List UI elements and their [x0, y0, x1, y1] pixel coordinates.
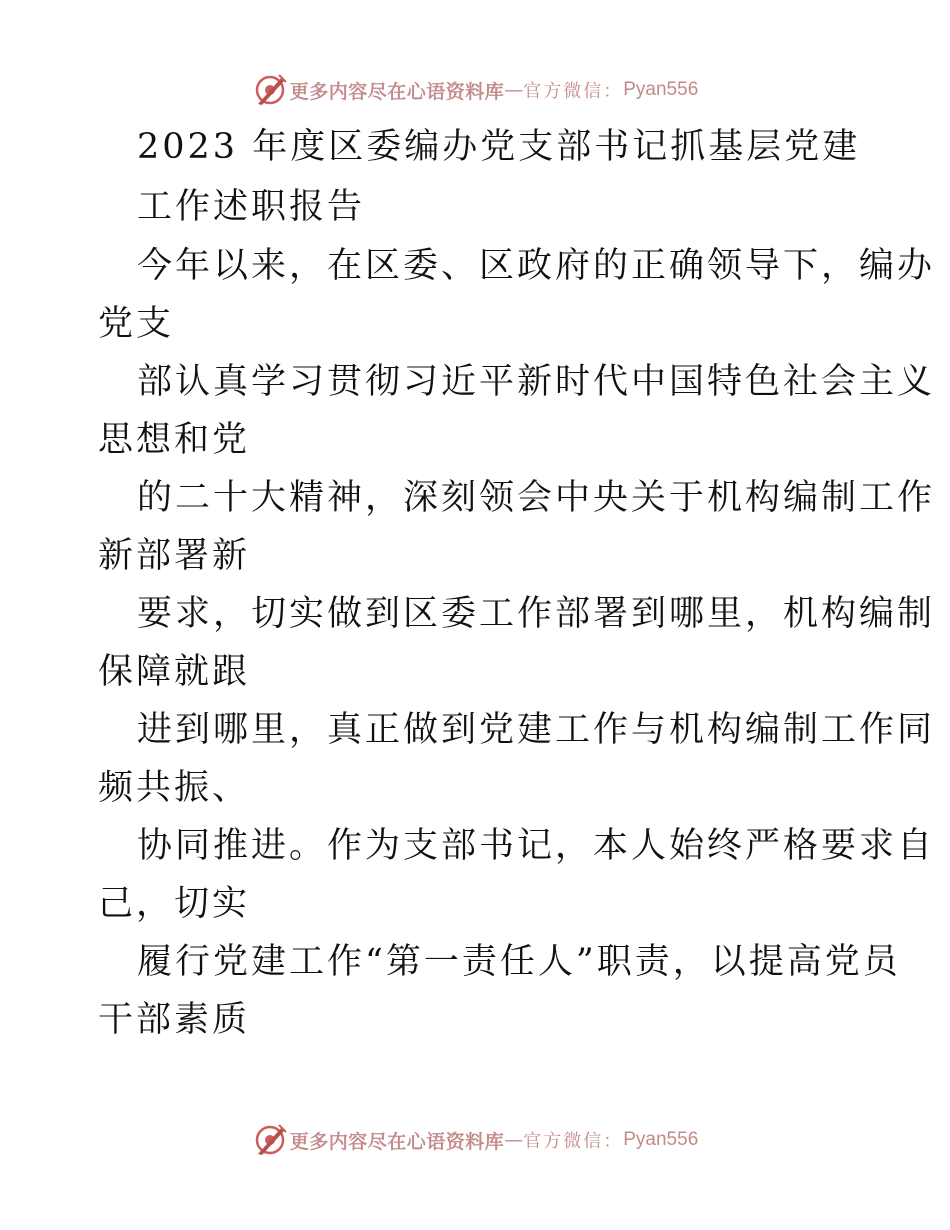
paragraph-line: 的二十大精神，深刻领会中央关于机构编制工作 [137, 478, 936, 518]
paragraph-line: 部认真学习贯彻习近平新时代中国特色社会主义 [137, 362, 936, 402]
paragraph-line: 己，切实 [98, 884, 251, 924]
watermark-id: Pyan556 [623, 79, 699, 100]
watermark-text: 更多内容尽在心语资料库 [289, 80, 505, 103]
paragraph-line: 进到哪里，真正做到党建工作与机构编制工作同 [137, 710, 936, 750]
quill-pen-logo-icon [252, 72, 288, 108]
footer-watermark [0, 1120, 950, 1160]
paragraph-line: 要求，切实做到区委工作部署到哪里，机构编制 [137, 594, 936, 634]
paragraph-line: 保障就跟 [98, 652, 251, 692]
document-title-line-1: 2023 年度区委编办党支部书记抓基层党建 [137, 127, 861, 167]
paragraph-line: 履行党建工作“第一责任人”职责，以提高党员 [137, 942, 901, 982]
watermark-label: 官方微信： [523, 81, 624, 102]
paragraph-line: 党支 [98, 304, 175, 344]
quill-pen-logo-icon [252, 1122, 288, 1158]
watermark-id: Pyan556 [623, 1129, 699, 1150]
watermark-separator: — [504, 79, 524, 101]
document-title-line-2: 工作述职报告 [137, 187, 366, 227]
paragraph-line: 新部署新 [98, 536, 251, 576]
paragraph-line: 频共振、 [98, 768, 251, 808]
watermark-separator: — [504, 1129, 524, 1151]
paragraph-line: 思想和党 [98, 420, 251, 460]
watermark-label: 官方微信： [523, 1131, 624, 1152]
header-watermark [0, 70, 950, 110]
paragraph-line: 干部素质 [98, 1000, 251, 1040]
watermark-text: 更多内容尽在心语资料库 [289, 1130, 505, 1153]
paragraph-line: 协同推进。作为支部书记，本人始终严格要求自 [137, 826, 936, 866]
paragraph-line: 今年以来，在区委、区政府的正确领导下，编办 [137, 246, 936, 286]
